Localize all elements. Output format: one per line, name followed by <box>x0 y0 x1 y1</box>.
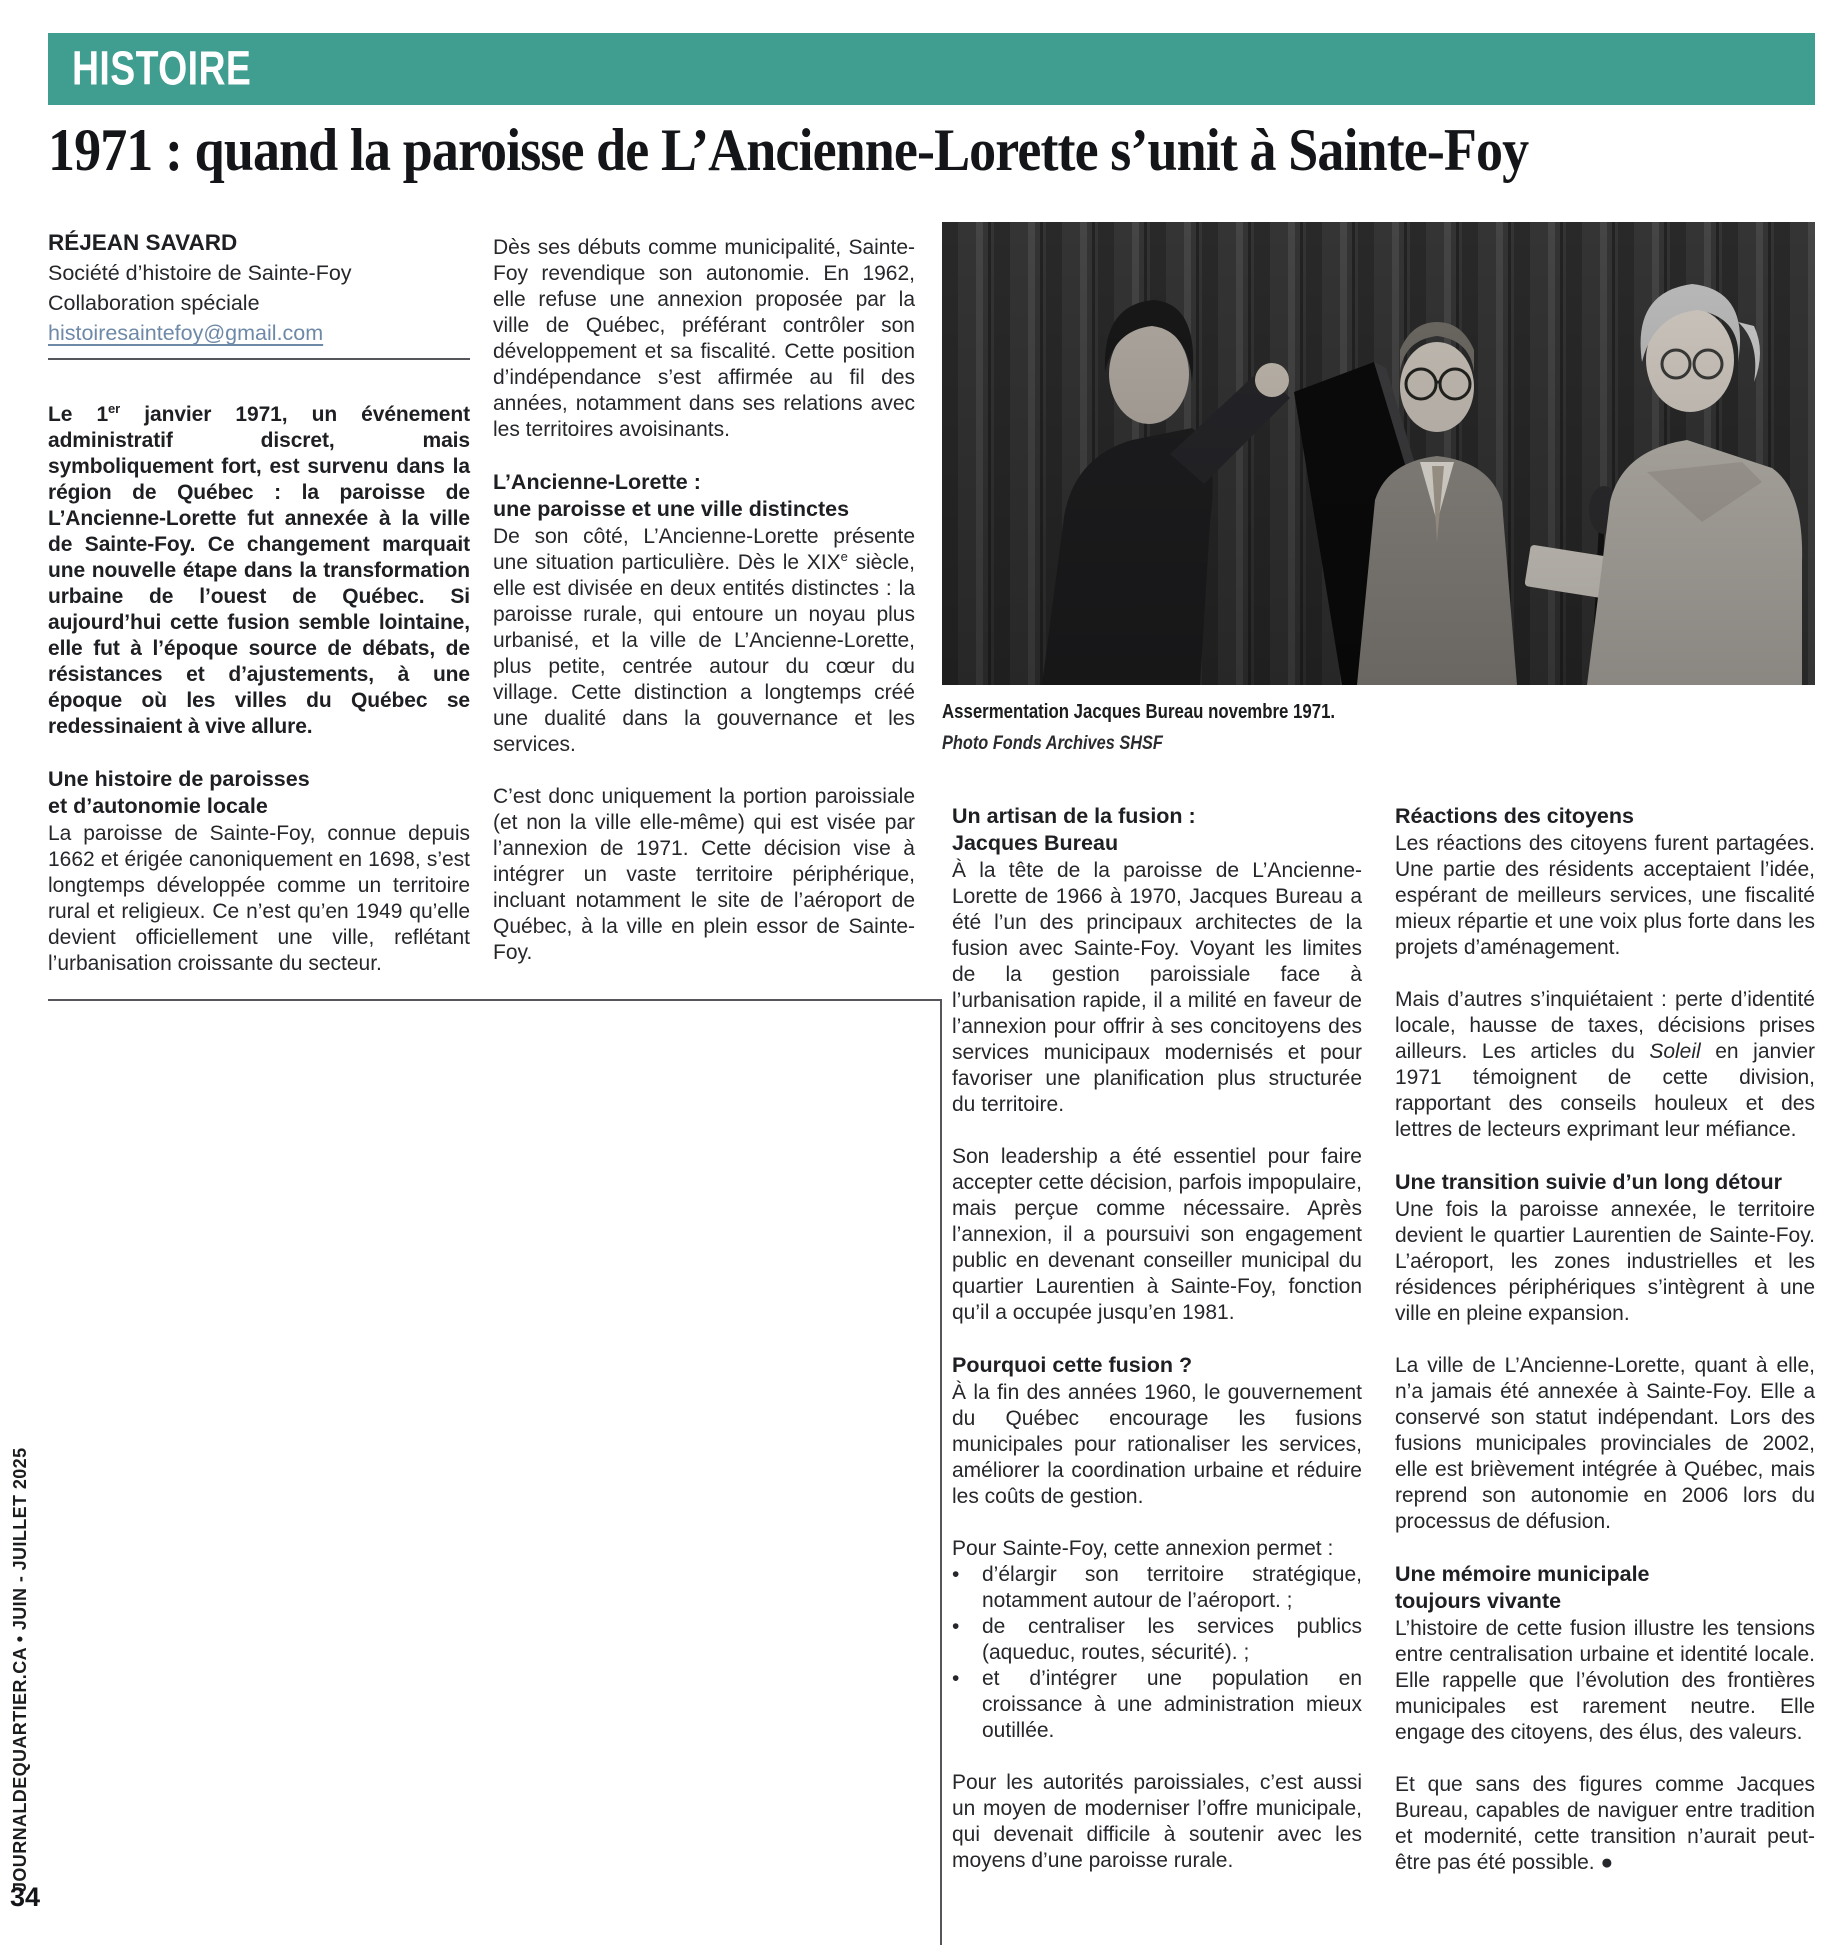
section-label: HISTOIRE <box>72 42 252 96</box>
body-paragraph <box>493 524 915 758</box>
byline-role: Collaboration spéciale <box>48 291 260 315</box>
photo-illustration <box>942 222 1815 685</box>
heading-line-1: Une mémoire municipale <box>1395 1562 1650 1586</box>
bullet-item <box>952 1666 1362 1744</box>
column-2 <box>493 235 915 966</box>
body-paragraph: À la tête de la paroisse de L’Ancienne-Lorette de 1966 à 1970, Jacques Bureau a été l’un des principaux architectes de la fusion avec Sainte-Foy. Voyant les limites de la gestion paroissiale face à l’urbanisation rapide, il a milité en faveur de l’annexion pour offrir à ses concitoyens des services municipaux modernisés et pour favoriser une planification plus structurée du territoire. <box>952 859 1362 1116</box>
photo-block <box>942 222 1815 755</box>
horizontal-rule <box>48 999 942 1001</box>
bullet-text: et d’intégrer une population en croissance à une administration mieux outillée. <box>982 1667 1362 1742</box>
heading-line-1: Une histoire de paroisses <box>48 767 310 791</box>
article-photo <box>942 222 1815 685</box>
body-paragraph: Dès ses débuts comme municipalité, Sainte-Foy revendique son autonomie. En 1962, elle refuse une annexion proposée par la ville de Québec, préférant contrôler son développement et sa fiscalité. Cette position d’indépendance s’est affirmée au fil des années, notamment dans ses relations avec les territoires avoisinants. <box>493 236 915 441</box>
section-heading-artisan-fusion <box>952 803 1362 857</box>
body-paragraph: Les réactions des citoyens furent partagées. Une partie des résidents acceptaient l’idée, espérant de meilleurs services, une fiscalité mieux répartie et une voix plus forte dans les projets d’aménagement. <box>1395 832 1815 959</box>
article-headline-text: 1971 : quand la paroisse de L’Ancienne-Lorette s’unit à Sainte-Foy <box>48 117 1529 183</box>
bullet-icon: • <box>952 1563 960 1586</box>
vertical-masthead: JOURNALDEQUARTIER.CA • JUIN - JUILLET 2025 <box>10 1447 30 1892</box>
body-paragraph: L’histoire de cette fusion illustre les tensions entre centralisation urbaine et identité locale. Elle rappelle que l’évolution des frontières municipales est rarement neutre. Elle engage des citoyens, des élus, des valeurs. <box>1395 1617 1815 1744</box>
email-link[interactable]: histoiresaintefoy@gmail.com <box>48 321 324 345</box>
lede-part1: Le 1 <box>48 403 109 426</box>
body-paragraph: À la fin des années 1960, le gouvernement du Québec encourage les fusions municipales pour rationaliser les services, améliorer la coordination urbaine et réduire les coûts de gestion. <box>952 1381 1362 1508</box>
column-4 <box>1395 803 1815 1876</box>
heading-line-1: Un artisan de la fusion : <box>952 804 1196 828</box>
column-1 <box>48 228 470 977</box>
paragraph-part: De son côté, L’Ancienne-Lorette présente une situation particulière. Dès le XIX <box>493 525 915 574</box>
publication-name-italic: Soleil <box>1649 1040 1701 1063</box>
byline-divider <box>48 358 470 360</box>
list-intro: Pour Sainte-Foy, cette annexion permet : <box>952 1537 1334 1560</box>
section-heading-ancienne-lorette <box>493 469 915 523</box>
closing-paragraph <box>1395 1772 1815 1876</box>
bullet-text: de centraliser les services publics (aqueduc, routes, sécurité). ; <box>982 1615 1362 1664</box>
bullet-item <box>952 1614 1362 1666</box>
paragraph-part: en janvier 1971 témoignent de cette division, rapportant des conseils houleux et des lettres de lecteurs exprimant leur méfiance. <box>1395 1040 1816 1141</box>
heading-line-2: une paroisse et une ville distinctes <box>493 497 850 521</box>
byline-organization: Société d’histoire de Sainte-Foy <box>48 261 352 285</box>
section-banner <box>48 33 1815 105</box>
heading-line-2: et d’autonomie locale <box>48 794 268 818</box>
bullet-icon: • <box>952 1615 960 1638</box>
bullet-text: d’élargir son territoire stratégique, notamment autour de l’aéroport. ; <box>982 1563 1362 1612</box>
heading-line-2: toujours vivante <box>1395 1589 1562 1613</box>
body-paragraph <box>1395 987 1815 1143</box>
heading-line-1: L’Ancienne-Lorette : <box>493 470 701 494</box>
section-heading-pourquoi-fusion: Pourquoi cette fusion ? <box>952 1353 1193 1377</box>
byline-block <box>48 228 470 348</box>
lede-part2: janvier 1971, un événement administratif discret, mais symboliquement fort, est survenu dans la région de Québec : la paroisse de L’Ancienne-Lorette fut annexée à la ville de Sainte-Foy. Ce changement marquait une nouvelle étape dans la transformation urbaine de l’ouest de Québec. Si aujourd’hui cette fusion semble lointaine, elle fut à l’époque source de débats, de résistances et d’ajustements, à une époque où les villes du Québec se redessinaient à vive allure. <box>48 403 470 738</box>
ordinal-superscript: e <box>840 549 848 564</box>
heading-line-2: Jacques Bureau <box>952 831 1119 855</box>
byline-author: RÉJEAN SAVARD <box>48 230 238 255</box>
body-paragraph: Une fois la paroisse annexée, le territoire devient le quartier Laurentien de Sainte-Foy. L’aéroport, les zones industrielles et les résidences périphériques s’intègrent à une ville en pleine expansion. <box>1395 1198 1815 1325</box>
photo-caption: Assermentation Jacques Bureau novembre 1971. <box>942 701 1336 723</box>
bullet-icon: • <box>952 1667 960 1690</box>
article-headline <box>48 116 1815 185</box>
bullet-item <box>952 1562 1362 1614</box>
section-heading-transition: Une transition suivie d’un long détour <box>1395 1170 1783 1194</box>
end-mark-icon: ● <box>1600 1851 1614 1874</box>
column-3 <box>952 803 1362 1874</box>
body-paragraph: C’est donc uniquement la portion paroissiale (et non la ville elle-même) qui est visée par l’annexion de 1971. Cette décision vise à intégrer un vaste territoire périphérique, incluant notamment le site de l’aéroport de Québec, à la ville en plein essor de Sainte-Foy. <box>493 785 915 964</box>
paragraph-part: Et que sans des figures comme Jacques Bureau, capables de naviguer entre tradition et modernité, cette transition n’aurait peut-être pas été possible. <box>1395 1773 1815 1874</box>
body-paragraph: Son leadership a été essentiel pour faire accepter cette décision, parfois impopulaire, mais perçue comme nécessaire. Après l’annexion, il a poursuivi son engagement public en devenant conseiller municipal du quartier Laurentien à Sainte-Foy, fonction qu’il a occupée jusqu’en 1981. <box>952 1145 1362 1324</box>
vertical-rule <box>940 999 942 1945</box>
section-heading-histoire-paroisses <box>48 766 470 820</box>
lede-paragraph <box>48 402 470 740</box>
paragraph-part: Mais d’autres s’inquiétaient : perte d’identité locale, hausse de taxes, décisions prises ailleurs. Les articles du <box>1395 988 1815 1063</box>
body-paragraph: La paroisse de Sainte-Foy, connue depuis 1662 et érigée canoniquement en 1698, s’est longtemps développée comme un territoire rural et religieux. Ce n’est qu’en 1949 qu’elle devient officiellement une ville, reflétant l’urbanisation croissante du secteur. <box>48 822 470 975</box>
section-heading-reactions: Réactions des citoyens <box>1395 804 1634 828</box>
section-heading-memoire <box>1395 1561 1815 1615</box>
page-number: 34 <box>10 1882 41 1912</box>
body-paragraph: Pour les autorités paroissiales, c’est aussi un moyen de moderniser l’offre municipale, qui devenait difficile à soutenir avec les moyens d’une paroisse rurale. <box>952 1771 1362 1872</box>
paragraph-part: siècle, elle est divisée en deux entités distinctes : la paroisse rurale, qui entoure un noyau plus urbanisé, et la ville de L’Ancienne-Lorette, plus petite, centrée autour du cœur du village. Cette distinction a longtemps créé une dualité dans la gouvernance et les services. <box>493 551 915 756</box>
ordinal-superscript: er <box>108 401 121 416</box>
photo-credit: Photo Fonds Archives SHSF <box>942 733 1163 754</box>
body-paragraph: La ville de L’Ancienne-Lorette, quant à elle, n’a jamais été annexée à Sainte-Foy. Elle a conservé son statut indépendant. Lors des fusions municipales provinciales de 2002, elle est brièvement intégrée à Québec, mais reprend son autonomie en 2006 lors du processus de défusion. <box>1395 1354 1815 1533</box>
